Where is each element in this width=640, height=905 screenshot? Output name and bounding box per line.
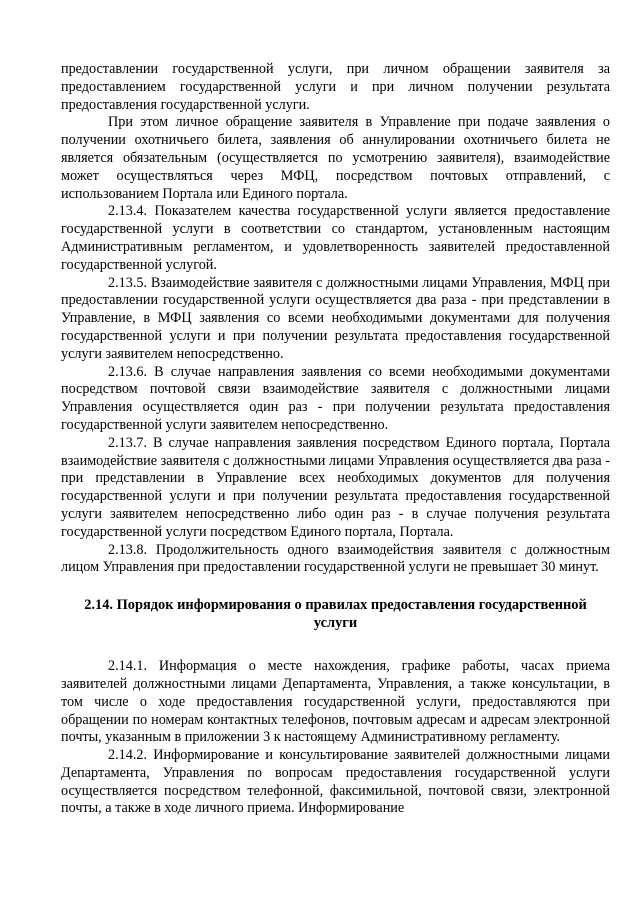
paragraph-continuation: предоставлении государственной услуги, при личном обращении заявителя за предоставлением государственной услуги и при личном получении результата предоставления государственной услуги. xyxy=(61,61,610,113)
paragraph-2-13-7: 2.13.7. В случае направления заявления посредством Единого портала, Портала взаимодействие заявителя с должностными лицами Управления осуществляется два раза - при представлении в Управление всех необходимых документов для получения государственной услуги и при получении результата предоставления государственной услуги заявителем непосредственно либо один раз - в случае получения результата государственной услуги посредством Единого портала, Портала. xyxy=(61,434,610,540)
paragraph-2-14-2: 2.14.2. Информирование и консультирование заявителей должностными лицами Департамента, Управления по вопросам предоставления государственной услуги осуществляется посредством телефонной, факсимильной, почтовой связи, электронной почты, а также в ходе личного приема. Информирование xyxy=(61,747,610,817)
section-spacer-top xyxy=(61,577,610,596)
paragraph-2-13-4: 2.13.4. Показателем качества государственной услуги является предоставление государственной услуги в соответствии со стандартом, установленным настоящим Административным регламентом, и удовлетворенность заявителей предоставленной государственной услугой. xyxy=(61,203,610,273)
paragraph-2-13-6: 2.13.6. В случае направления заявления со всеми необходимыми документами посредством почтовой связи взаимодействие заявителя с должностными лицами Управления осуществляется один раз - при получении результата предоставления государственной услуги заявителем непосредственно. xyxy=(61,363,610,433)
paragraph-2-14-1: 2.14.1. Информация о месте нахождения, графике работы, часах приема заявителей должностными лицами Департамента, Управления, а также консультации, в том числе о ходе предоставления государственной услуги, предоставляются при обращении по номерам контактных телефонов, почтовым адресам и адресам электронной почты, указанным в приложении 3 к настоящему Административному регламенту. xyxy=(61,658,610,746)
paragraph-personal-appeal: При этом личное обращение заявителя в Управление при подаче заявления о получении охотничьего билета, заявления об аннулировании охотничьего билета не является обязательным (осуществляется по усмотрению заявителя), взаимодействие может осуществляться через МФЦ, посредством почтовых отправлений, с использованием Портала или Единого портала. xyxy=(61,114,610,202)
section-heading-2-14: 2.14. Порядок информирования о правилах предоставления государственной услуги xyxy=(84,597,587,632)
paragraph-2-13-5: 2.13.5. Взаимодействие заявителя с должностными лицами Управления, МФЦ при предоставлении государственной услуги осуществляется два раза - при представлении в Управление, в МФЦ заявления со всеми необходимыми документами для получения государственной услуги и при получении результата предоставления государственной услуги заявителем непосредственно. xyxy=(61,274,610,362)
paragraph-2-13-8: 2.13.8. Продолжительность одного взаимодействия заявителя с должностным лицом Управления при предоставлении государственной услуги не превышает 30 минут. xyxy=(61,541,610,576)
section-spacer-bottom xyxy=(61,632,610,658)
document-body xyxy=(61,61,610,818)
